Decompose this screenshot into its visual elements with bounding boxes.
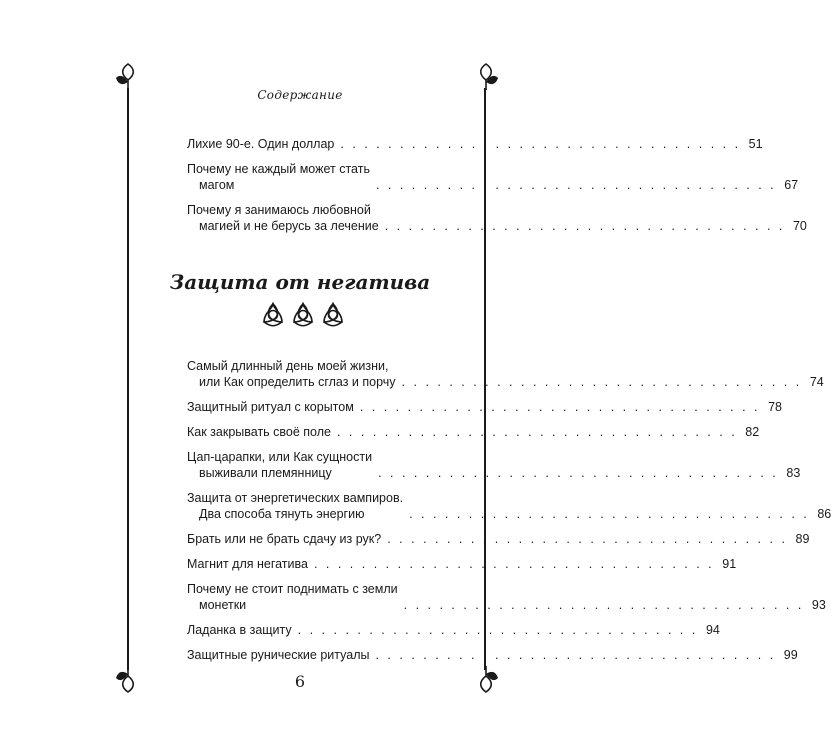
toc-leader-dots: . . . . . . . . . . . . . . . . . . . . . . . . . . . . . . . . . . xyxy=(403,598,804,612)
toc-entry-page: 82 xyxy=(745,425,760,439)
toc-entry-page: 93 xyxy=(811,598,826,612)
toc-entry xyxy=(187,449,801,481)
toc-entry-title xyxy=(187,161,370,193)
toc-entry-page: 86 xyxy=(817,507,831,521)
toc-entry-line1: Почему я занимаюсь любовной xyxy=(187,203,371,217)
triquetra-knot-icon xyxy=(258,300,348,330)
toc-entry-line2: или Как определить сглаз и порчу xyxy=(199,375,396,389)
toc-entry xyxy=(187,136,763,152)
toc-entry-page: 70 xyxy=(792,219,807,233)
toc-entry-title xyxy=(187,622,292,638)
toc-entry xyxy=(187,399,783,415)
toc-entry-line1: Самый длинный день моей жизни, xyxy=(187,359,389,373)
toc-entry-line1: Цап-царапки, или Как сущности xyxy=(187,450,373,464)
toc-entry-page: 83 xyxy=(786,466,801,480)
toc-entry-line1: Ладанка в защиту xyxy=(187,623,292,637)
toc-entry-line1: Почему не каждый может стать xyxy=(187,162,370,176)
toc-entry-page: 51 xyxy=(748,137,763,151)
toc-entry-title xyxy=(187,358,396,390)
toc-entry-page: 91 xyxy=(722,557,737,571)
toc-leader-dots: . . . . . . . . . . . . . . . . . . . . . . . . . . . . . . . . . . xyxy=(297,623,698,637)
section-title: Защита от негатива xyxy=(169,270,431,294)
toc-list-top xyxy=(187,136,807,243)
toc-entry-title xyxy=(187,647,369,663)
running-header: Содержание xyxy=(257,88,343,102)
toc-entry-page: 78 xyxy=(768,400,783,414)
toc-entry-page: 99 xyxy=(783,648,798,662)
toc-entry-title xyxy=(187,202,379,234)
toc-entry xyxy=(187,647,798,663)
toc-entry-page: 74 xyxy=(809,375,824,389)
toc-entry-page: 94 xyxy=(705,623,720,637)
toc-entry-title xyxy=(187,531,381,547)
toc-leader-dots: . . . . . . . . . . . . . . . . . . . . . . . . . . . . . . . . . . xyxy=(387,532,788,546)
toc-entry xyxy=(187,161,799,193)
toc-leader-dots: . . . . . . . . . . . . . . . . . . . . . . . . . . . . . . . . . . xyxy=(409,507,810,521)
toc-entry-line2: магом xyxy=(199,178,235,192)
toc-leader-dots: . . . . . . . . . . . . . . . . . . . . . . . . . . . . . . . . . . xyxy=(313,557,715,571)
toc-entry-line1: Защитный ритуал с корытом xyxy=(187,400,354,414)
toc-entry xyxy=(187,556,737,572)
toc-entry-line2: выживали племянницу xyxy=(199,466,332,480)
toc-entry xyxy=(187,581,826,613)
toc-entry-title xyxy=(187,490,403,522)
toc-entry-page: 89 xyxy=(795,532,810,546)
toc-entry-title xyxy=(187,556,308,572)
toc-entry xyxy=(187,490,831,522)
toc-leader-dots: . . . . . . . . . . . . . . . . . . . . . . . . . . . . . . . . . . xyxy=(375,178,777,192)
toc-list-section xyxy=(187,358,831,672)
toc-entry xyxy=(187,622,720,638)
toc-entry-line2: магией и не берусь за лечение xyxy=(199,219,379,233)
toc-entry-title xyxy=(187,581,398,613)
toc-entry-title xyxy=(187,424,331,440)
toc-leader-dots: . . . . . . . . . . . . . . . . . . . . . . . . . . . . . . . . . . xyxy=(336,425,738,439)
toc-entry xyxy=(187,202,807,234)
toc-entry-line2: монетки xyxy=(199,598,247,612)
toc-leader-dots: . . . . . . . . . . . . . . . . . . . . . . . . . . . . . . . . . . xyxy=(375,648,776,662)
toc-entry-title xyxy=(187,399,354,415)
toc-entry xyxy=(187,358,824,390)
toc-entry-line2: Два способа тянуть энергию xyxy=(199,507,365,521)
toc-entry-title xyxy=(187,136,334,152)
toc-leader-dots: . . . . . . . . . . . . . . . . . . . . . . . . . . . . . . . . . . xyxy=(401,375,802,389)
toc-entry-title xyxy=(187,449,372,481)
toc-entry-line1: Лихие 90-е. Один доллар xyxy=(187,137,335,151)
toc-leader-dots: . . . . . . . . . . . . . . . . . . . . . . . . . . . . . . . . . . xyxy=(340,137,741,151)
toc-leader-dots: . . . . . . . . . . . . . . . . . . . . . . . . . . . . . . . . . . xyxy=(359,400,761,414)
toc-leader-dots: . . . . . . . . . . . . . . . . . . . . . . . . . . . . . . . . . . xyxy=(378,466,779,480)
toc-entry-line1: Почему не стоит поднимать с земли xyxy=(187,582,398,596)
toc-entry-line1: Защита от энергетических вампиров. xyxy=(187,491,404,505)
toc-entry-line1: Защитные рунические ритуалы xyxy=(187,648,370,662)
toc-entry xyxy=(187,531,810,547)
toc-entry xyxy=(187,424,760,440)
toc-entry-line1: Как закрывать своё поле xyxy=(187,425,331,439)
page-number: 6 xyxy=(294,672,306,691)
toc-entry-line1: Магнит для негатива xyxy=(187,557,308,571)
toc-entry-page: 67 xyxy=(784,178,799,192)
toc-leader-dots: . . . . . . . . . . . . . . . . . . . . . . . . . . . . . . . . . . xyxy=(384,219,785,233)
frame-left-line xyxy=(127,88,129,670)
toc-entry-line1: Брать или не брать сдачу из рук? xyxy=(187,532,382,546)
